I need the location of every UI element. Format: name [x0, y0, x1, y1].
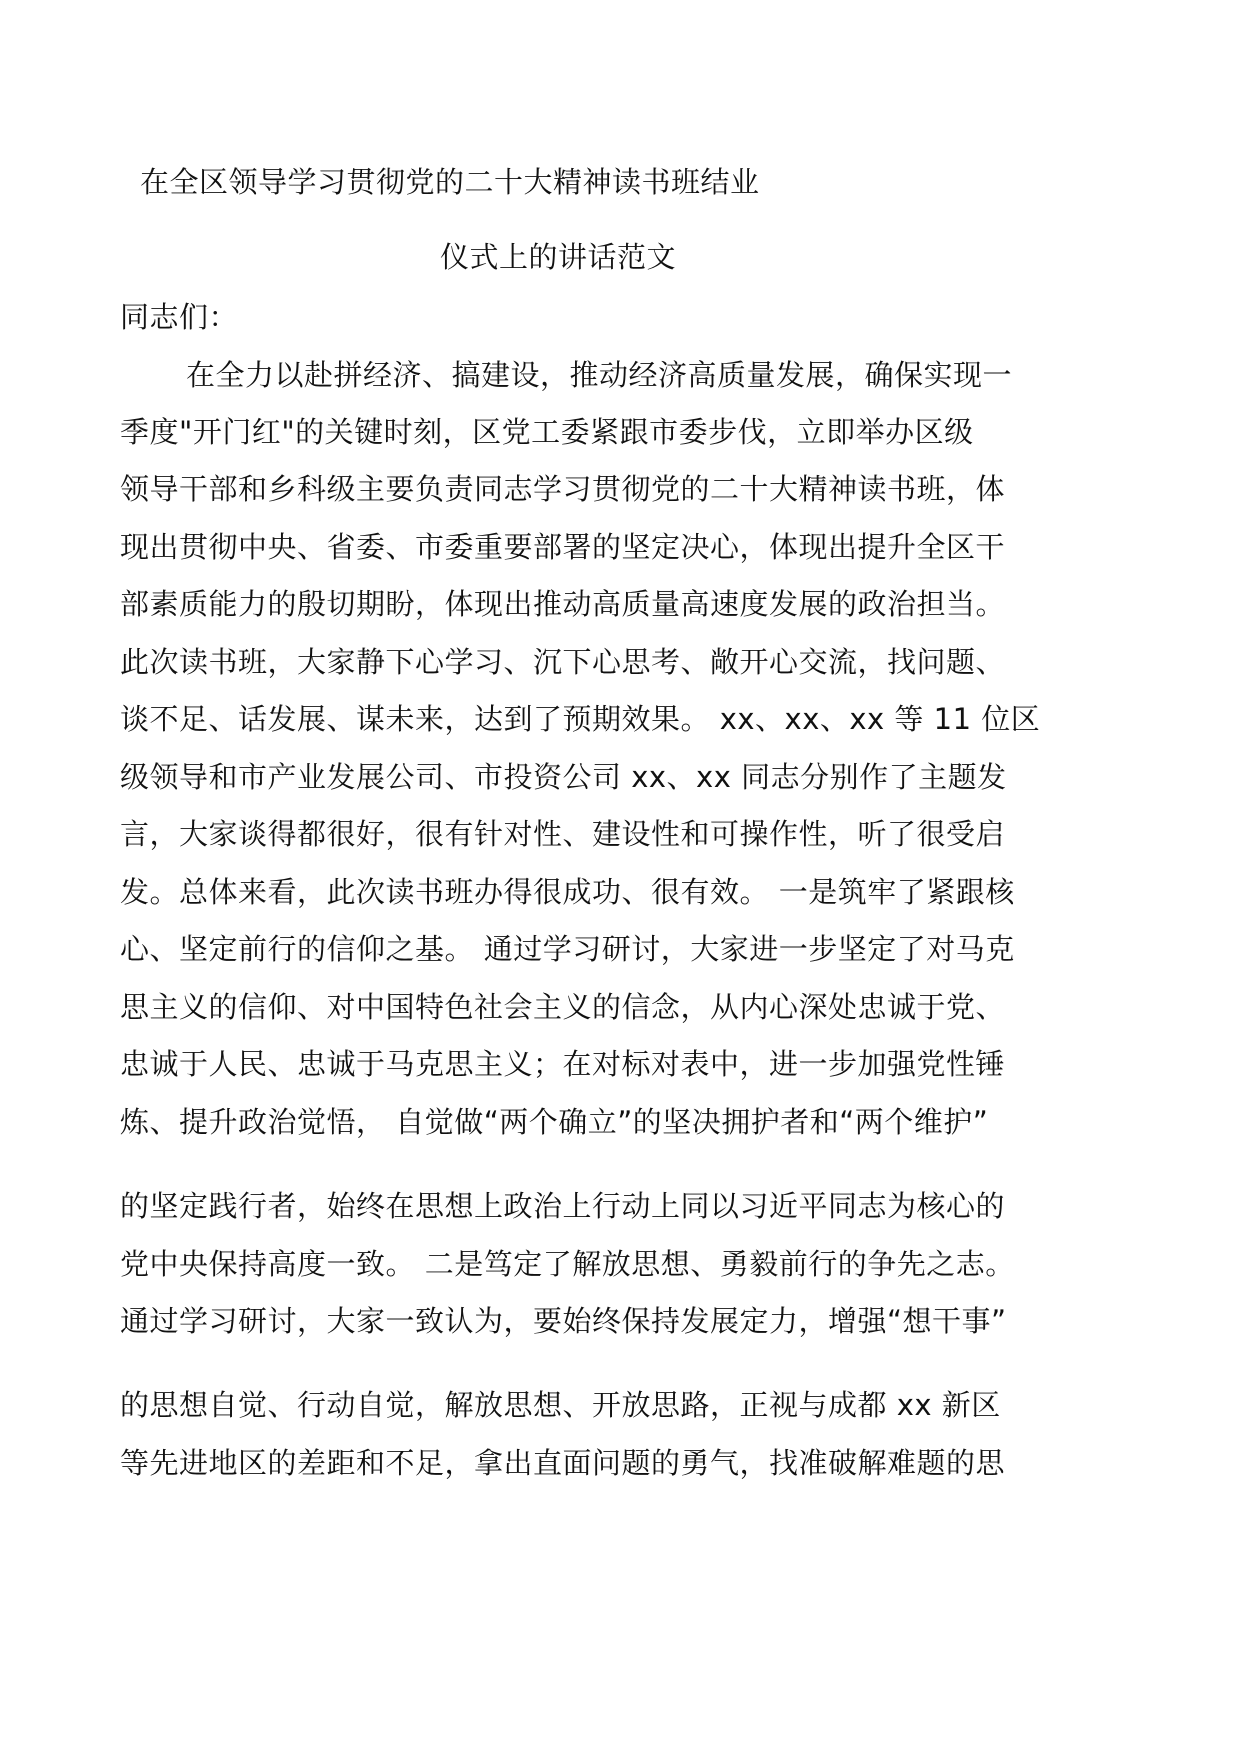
body-line: 炼、提升政治觉悟， 自觉做“两个确立”的坚决拥护者和“两个维护” [120, 1105, 989, 1139]
body-line: 谈不足、话发展、谋未来，达到了预期效果。 xx、xx、xx 等 11 位区 [120, 702, 1041, 736]
body-line: 现出贯彻中央、省委、市委重要部署的坚定决心，体现出提升全区干 [120, 530, 1006, 564]
body-line: 思主义的信仰、对中国特色社会主义的信念，从内心深处忠诚于党、 [120, 990, 1006, 1024]
body-line: 忠诚于人民、忠诚于马克思主义；在对标对表中，进一步加强党性锤 [120, 1047, 1006, 1081]
body-line: 言，大家谈得都很好，很有针对性、建设性和可操作性，听了很受启 [120, 817, 1006, 851]
body-line: 级领导和市产业发展公司、市投资公司 xx、xx 同志分别作了主题发 [120, 760, 1007, 794]
body-line: 的思想自觉、行动自觉，解放思想、开放思路，正视与成都 xx 新区 [120, 1388, 1001, 1422]
body-line: 发。总体来看，此次读书班办得很成功、很有效。 一是筑牢了紧跟核 [120, 875, 1015, 909]
body-line: 党中央保持高度一致。 二是笃定了解放思想、勇毅前行的争先之志。 [120, 1247, 1015, 1281]
body-line: 的坚定践行者，始终在思想上政治上行动上同以习近平同志为核心的 [120, 1189, 1006, 1223]
body-line: 等先进地区的差距和不足，拿出直面问题的勇气，找准破解难题的思 [120, 1446, 1006, 1480]
body-line: 通过学习研讨，大家一致认为，要始终保持发展定力，增强“想干事” [120, 1304, 1007, 1338]
body-line: 领导干部和乡科级主要负责同志学习贯彻党的二十大精神读书班，体 [120, 472, 1006, 506]
body-line: 部素质能力的殷切期盼，体现出推动高质量高速度发展的政治担当。 [120, 587, 1006, 621]
salutation: 同志们： [120, 300, 239, 334]
body-line: 心、坚定前行的信仰之基。 通过学习研讨，大家进一步坚定了对马克 [120, 932, 1015, 966]
document-title-line2: 仪式上的讲话范文 [440, 240, 677, 274]
document-title-line1: 在全区领导学习贯彻党的二十大精神读书班结业 [140, 165, 760, 199]
body-line: 此次读书班，大家静下心学习、沉下心思考、敞开心交流，找问题、 [120, 645, 1006, 679]
body-line: 季度"开门红"的关键时刻，区党工委紧跟市委步伐，立即举办区级 [120, 415, 974, 449]
body-line: 在全力以赴拼经济、搞建设，推动经济高质量发展，确保实现一 [186, 358, 1013, 392]
